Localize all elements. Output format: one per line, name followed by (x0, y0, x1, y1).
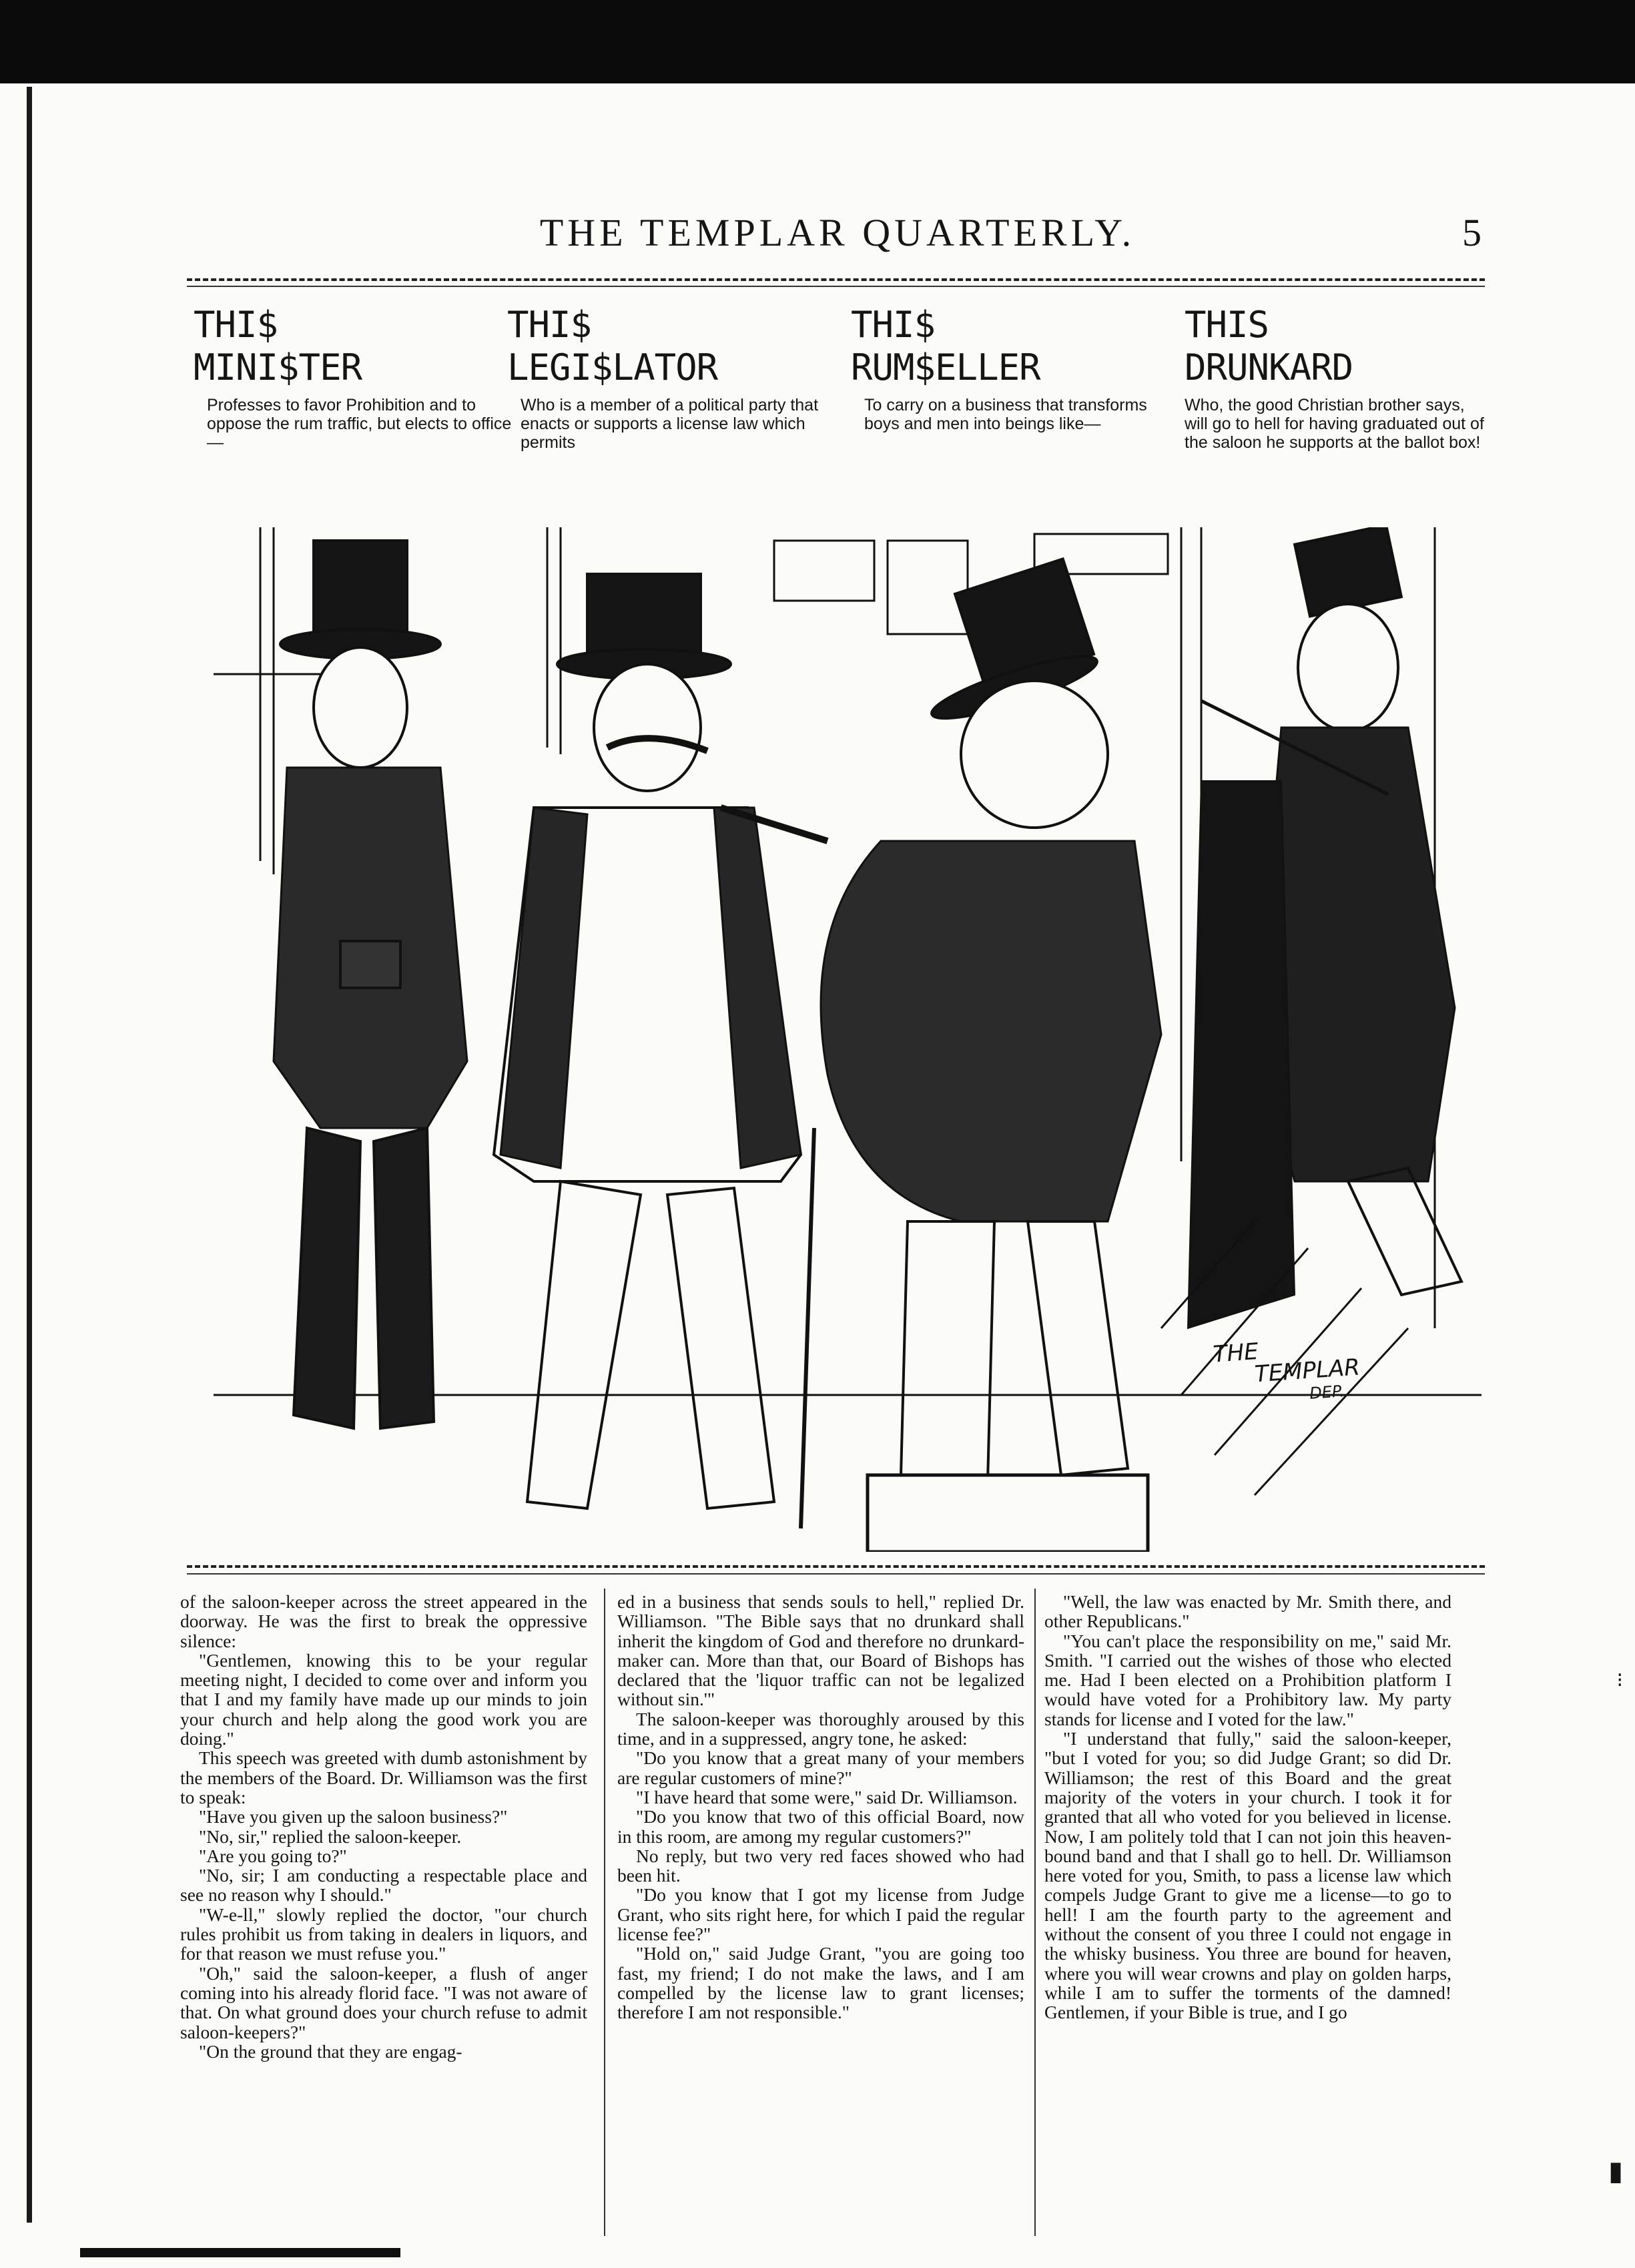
paragraph: "Do you know that a great many of your members are regular customers of mine?" (617, 1747, 1024, 1788)
signature-line1: THE (1212, 1338, 1259, 1368)
paragraph: "Well, the law was enacted by Mr. Smith there, and other Republicans." (1044, 1592, 1451, 1632)
paragraph: "Do you know that two of this official Board, now in this room, are among my regular customers?" (617, 1806, 1024, 1847)
scan-border-left (27, 87, 32, 2223)
legislator-figure (494, 574, 814, 1528)
paragraph: The saloon-keeper was thoroughly aroused by this time, and in a suppressed, angry tone, he asked: (617, 1708, 1024, 1749)
caption-rumseller (851, 304, 1185, 433)
article-column-3 (1044, 1592, 1451, 2233)
caption-title-line1: THI$ (851, 304, 936, 346)
cartoon-illustration (214, 527, 1482, 1552)
caption-title-line2: DRUNKARD (1185, 346, 1353, 388)
paragraph: "I understand that fully," said the saloon-keeper, "but I voted for you; so did Judge Grant; so did Dr. Williamson; the rest of this Board and the great majority of the voters in your church. I took it for granted that all who voted for you believed in license. Now, I am politely told that I can not join this heaven-bound band and that I shall go to hell. Dr. Williamson here voted for you, Smith, to pass a license law which compels Judge Grant to give me a license—to go to hell! I am the fourth party to the agreement and without the consent of you three I could not engage in the whisky business. You three are bound for heaven, where you will wear crowns and play on golden harps, while I am to suffer the torments of the damned! Gentlemen, if your Bible is true, and I go (1044, 1728, 1451, 2023)
caption-text: Who, the good Christian brother says, will go to hell for having graduated out of the saloon he supports at the ballot box! (1185, 396, 1484, 452)
paragraph: "Gentlemen, knowing this to be your regular meeting night, I decided to come over and inform you that I and my family have made up our minds to join your church and help along the good work you are doing." (180, 1649, 587, 1749)
caption-title-line1: THI$ (507, 304, 592, 346)
header-rule (187, 278, 1485, 281)
running-head (194, 210, 1482, 270)
scan-border-bottom (80, 2248, 400, 2257)
caption-text: To carry on a business that transforms boys and men into beings like— (864, 396, 1147, 433)
caption-text: Professes to favor Prohibition and to oppose the rum traffic, but elects to office— (207, 396, 512, 452)
paragraph: "I have heard that some were," said Dr. Williamson. (636, 1786, 1018, 1807)
article-rule-thin (187, 1573, 1485, 1575)
paragraph: "Oh," said the saloon-keeper, a flush of anger coming into his already florid face. "I was not aware of that. On what ground does your church refuse to admit saloon-keepers?" (180, 1962, 587, 2042)
caption-title-line1: THIS (1185, 304, 1269, 346)
paragraph: "Do you know that I got my license from Judge Grant, who sits right here, for which I paid the regular license fee?" (617, 1884, 1024, 1945)
caption-title-line2: MINI$TER (194, 346, 362, 388)
column-divider (1034, 1589, 1036, 2236)
paragraph: of the saloon-keeper across the street appeared in the doorway. He was the first to break the oppressive silence: (180, 1592, 587, 1651)
paragraph: "No, sir," replied the saloon-keeper. (199, 1825, 462, 1847)
paragraph: "Are you going to?" (199, 1845, 347, 1866)
scan-speck: ⁝ (1616, 1669, 1623, 1692)
caption-legislator (507, 304, 841, 452)
caption-text: Who is a member of a political party that enacts or supports a license law which permits (521, 396, 819, 452)
signature-line2: TEMPLAR (1253, 1354, 1361, 1388)
caption-minister (194, 304, 527, 452)
paragraph: "No, sir; I am conducting a respectable place and see no reason why I should." (180, 1865, 587, 1906)
article-rule (187, 1565, 1485, 1568)
caption-title-line2: LEGI$LATOR (507, 346, 718, 388)
paragraph: "Hold on," said Judge Grant, "you are going too fast, my friend; I do not make the laws, and I am compelled by the license law to grant licenses; therefore I am not responsible." (617, 1943, 1024, 2023)
paragraph: No reply, but two very red faces showed who had been hit. (617, 1845, 1024, 1886)
artist-signature (1213, 1334, 1363, 1412)
caption-drunkard (1185, 304, 1488, 452)
caption-title-line2: RUM$ELLER (851, 346, 1040, 388)
header-rule-thin (187, 286, 1485, 287)
caption-title-line1: THI$ (194, 304, 278, 346)
column-divider (604, 1589, 605, 2236)
paragraph: "Have you given up the saloon business?" (199, 1806, 508, 1827)
page-number: 5 (1462, 211, 1482, 254)
journal-title: THE TEMPLAR QUARTERLY. (539, 211, 1136, 254)
paragraph: "On the ground that they are engag- (199, 2040, 462, 2062)
paragraph: "W-e-ll," slowly replied the doctor, "our church rules prohibit us from taking in dealers in liquors, and for that reason we must refuse you." (180, 1904, 587, 1964)
drunkard-figure (1188, 527, 1461, 1328)
scan-speck: ▮ (1608, 2156, 1623, 2187)
signature-line3: DEP. (1309, 1382, 1345, 1403)
article-column-1 (180, 1592, 587, 2233)
scan-border-top (0, 0, 1635, 83)
paragraph: "You can't place the responsibility on me," said Mr. Smith. "I carried out the wishes of those who elected me. Had I been elected on a Prohibition platform I would have voted for a Prohibitory law. My party stands for license and I voted for the law." (1044, 1630, 1451, 1729)
paragraph: This speech was greeted with dumb astonishment by the members of the Board. Dr. Williamson was the first to speak: (180, 1747, 587, 1807)
article-column-2 (617, 1592, 1024, 2233)
paragraph: ed in a business that sends souls to hell," replied Dr. Williamson. "The Bible says that no drunkard shall inherit the kingdom of God and therefore no drunkard-maker can. More than that, our Board of Bishops has declared that the 'liquor traffic can not be legalized without sin.'" (617, 1592, 1024, 1710)
